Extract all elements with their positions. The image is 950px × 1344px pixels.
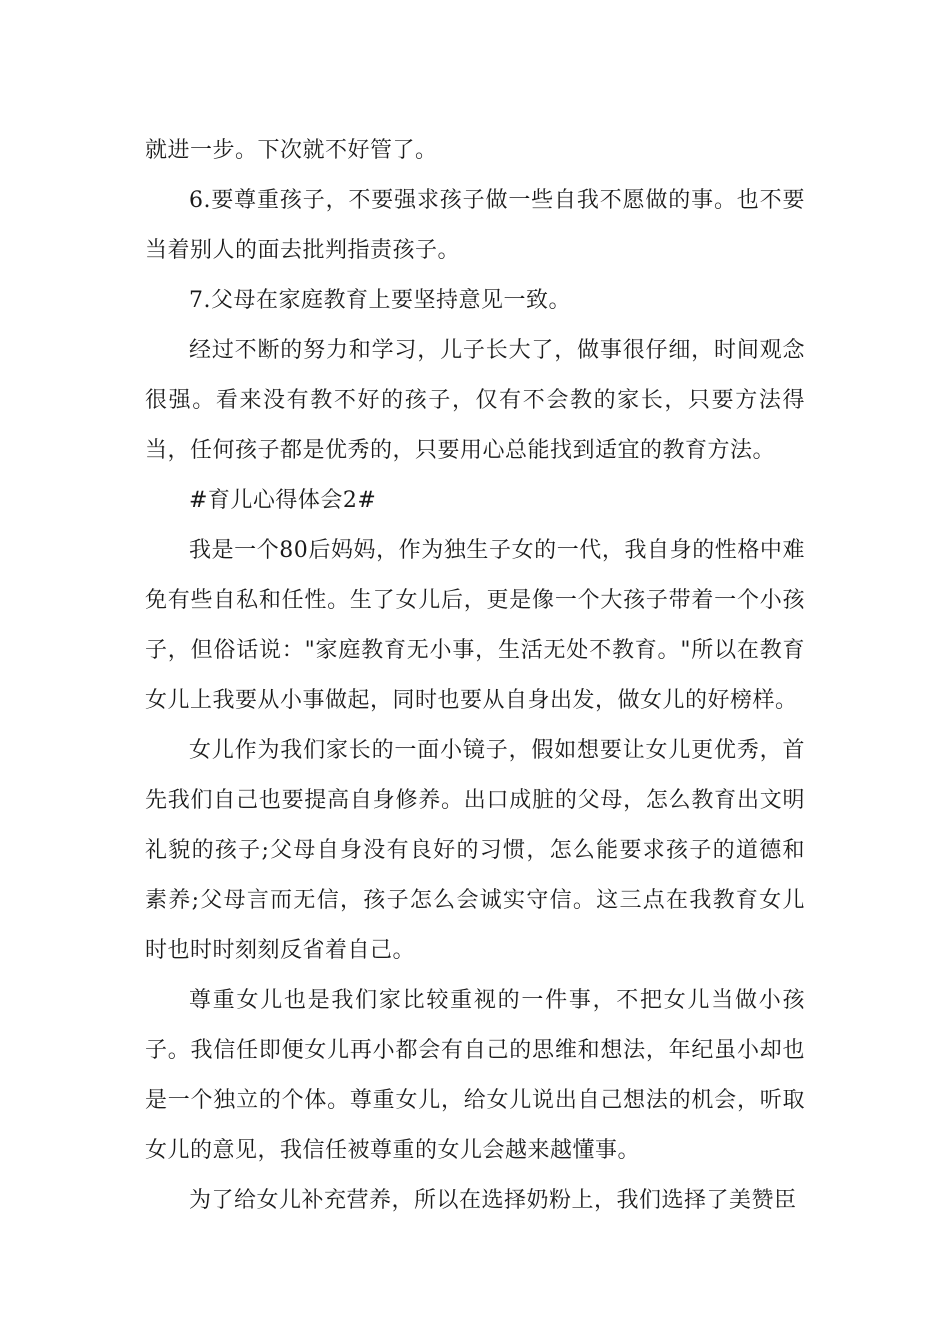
paragraph-continuation: 就进一步。下次就不好管了。 [145, 138, 438, 163]
section-heading: #育儿心得体会2# [189, 488, 377, 513]
paragraph-nutrition: 为了给女儿补充营养，所以在选择奶粉上，我们选择了美赞臣 [189, 1188, 797, 1213]
paragraph-item-6: 6.要尊重孩子，不要强求孩子做一些自我不愿做的事。也不要当着别人的面去批判指责孩子。 [145, 188, 805, 263]
paragraph-item-7: 7.父母在家庭教育上要坚持意见一致。 [189, 288, 571, 313]
paragraph-respect: 尊重女儿也是我们家比较重视的一件事，不把女儿当做小孩子。我信任即便女儿再小都会有自己的思维和想法，年纪虽小却也是一个独立的个体。尊重女儿，给女儿说出自己想法的机会，听取女儿的意见，我信任被尊重的女儿会越来越懂事。 [145, 988, 805, 1163]
paragraph-intro: 我是一个80后妈妈，作为独生子女的一代，我自身的性格中难免有些自私和任性。生了女儿后，更是像一个大孩子带着一个小孩子，但俗话说："家庭教育无小事，生活无处不教育。"所以在教育女儿上我要从小事做起，同时也要从自身出发，做女儿的好榜样。 [145, 538, 805, 713]
paragraph-conclusion: 经过不断的努力和学习，儿子长大了，做事很仔细，时间观念很强。看来没有教不好的孩子，仅有不会教的家长，只要方法得当，任何孩子都是优秀的，只要用心总能找到适宜的教育方法。 [145, 338, 805, 463]
paragraph-mirror: 女儿作为我们家长的一面小镜子，假如想要让女儿更优秀，首先我们自己也要提高自身修养。出口成脏的父母，怎么教育出文明礼貌的孩子;父母自身没有良好的习惯，怎么能要求孩子的道德和素养;父母言而无信，孩子怎么会诚实守信。这三点在我教育女儿时也时时刻刻反省着自己。 [145, 738, 805, 963]
document-body [145, 126, 805, 1226]
